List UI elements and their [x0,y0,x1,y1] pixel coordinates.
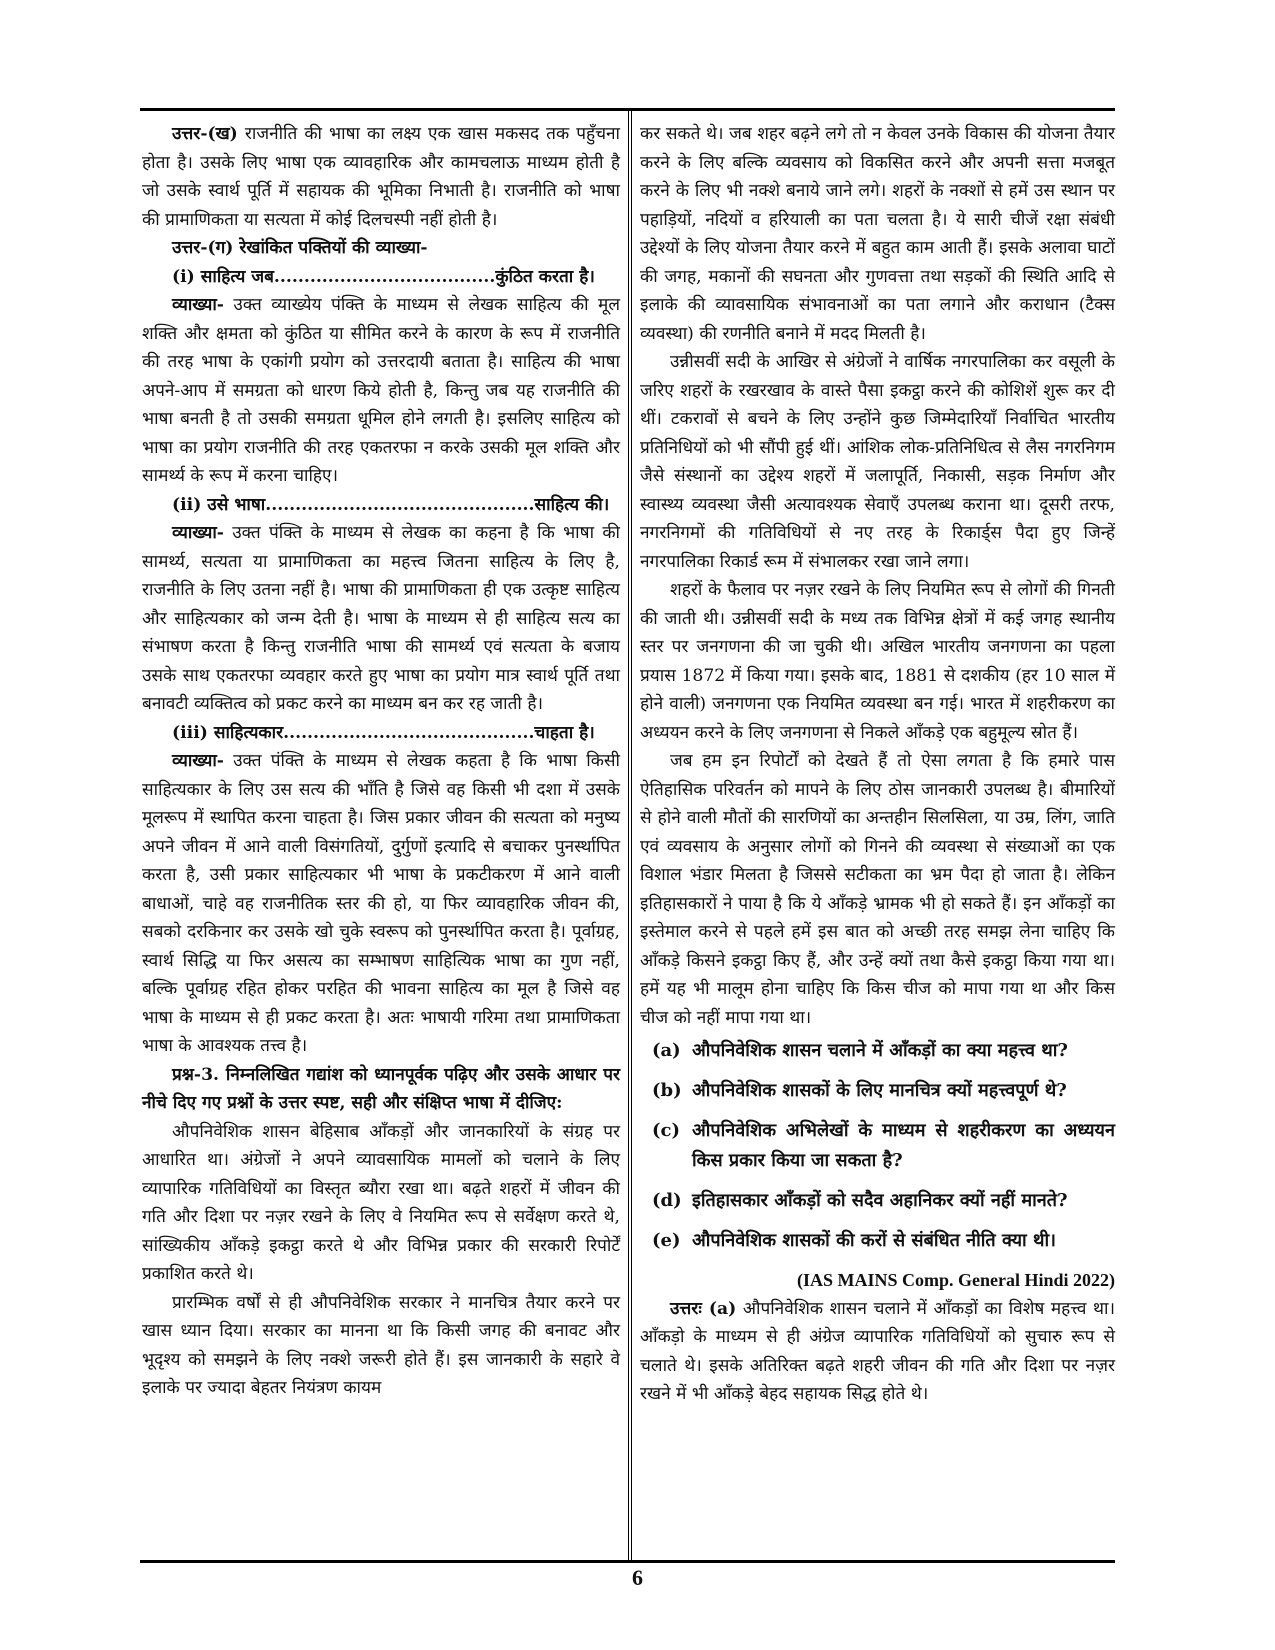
question-b: (b) औपनिवेशिक शासकों के लिए मानचित्र क्यों महत्त्वपूर्ण थे? [652,1080,1067,1101]
explanation-1: व्याख्या- उक्त व्याख्येय पंक्ति के माध्यम से लेखक साहित्य की मूल शक्ति और क्षमता को कुंठित या सीमित करने के कारण के रूप में राजनीति की तरह भाषा के एकांगी प्रयोग को उत्तरदायी बताता है। साहित्य की भाषा अपने-आप में समग्रता को धारण किये होती है, किन्तु जब यह राजनीति की भाषा बनती है तो उसकी समग्रता धूमिल होने लगती है। इसलिए साहित्य को भाषा का प्रयोग राजनीति की तरह एकतरफा न करके उसकी मूल शक्ति और सामर्थ्य के रूप में करना चाहिए। [142,295,620,486]
explanation-2: व्याख्या- उक्त पंक्ति के माध्यम से लेखक का कहना है कि भाषा की सामर्थ्य, सत्यता या प्रामाणिकता का महत्त्व जितना साहित्य के लिए है, राजनीति के लिए उतना नहीं है। भाषा की प्रामाणिकता ही एक उत्कृष्ट साहित्य और साहित्यकार को जन्म देती है। भाषा के माध्यम से ही साहित्य सत्य का संभाषण करता है किन्तु राजनीति भाषा की सामर्थ्य एवं सत्यता के बजाय उसके साथ एकतरफा व्यवहार करते हुए भाषा का प्रयोग मात्र स्वार्थ पूर्ति तथा बनावटी व्यक्तित्व को प्रकट करने का माध्यम बन कर रह जाती है। [142,523,620,714]
question-3: प्रश्न-3. निम्नलिखित गद्यांश को ध्यानपूर्वक पढ़िए और उसके आधार पर नीचे दिए गए प्रश्नों के उत्तर स्पष्ट, सही और संक्षिप्त भाषा में दीजिए: [142,1064,620,1113]
underlined-line-3: (iii) साहित्यकार..........................................चाहता है। [172,722,595,743]
question-c: (c) औपनिवेशिक अभिलेखों के माध्यम से शहरीकरण का अध्ययन किस प्रकार किया जा सकता है? [652,1120,1115,1171]
question-d: (d) इतिहासकार आँकड़ों को सदैव अहानिकर क्यों नहीं मानते? [652,1190,1068,1211]
answer-b: उत्तर-(ख) राजनीति की भाषा का लक्ष्य एक खास मकसद तक पहुँचना होता है। उसके लिए भाषा एक व्यावहारिक और कामचलाऊ माध्यम होती है जो उसके स्वार्थ पूर्ति में सहायक की भूमिका निभाती है। राजनीति को भाषा की प्रामाणिकता या सत्यता में कोई दिलचस्पी नहीं होती है। [142,124,620,230]
passage-paragraph-3: कर सकते थे। जब शहर बढ़ने लगे तो न केवल उनके विकास की योजना तैयार करने के लिए बल्कि व्यवसाय को विकसित करने और अपनी सत्ता मजबूत करने के लिए भी नक्शे बनाये जाने लगे। शहरों के नक्शों से हमें उस स्थान पर पहाड़ियों, नदियों व हरियाली का पता चलता है। ये सारी चीजें रक्षा संबंधी उद्देश्यों के लिए योजना तैयार करने में बहुत काम आती हैं। इसके अलावा घाटों की जगह, मकानों की सघनता और गुणवत्ता तथा सड़कों की स्थिति आदि से इलाके की व्यावसायिक संभावनाओं का पता लगाने और कराधान (टैक्स व्यवस्था) की रणनीति बनाने में मदद मिलती है। [640,124,1115,344]
sub-questions [640,1036,1115,1256]
left-column [142,120,620,1403]
column-divider [628,111,632,1560]
question-e: (e) औपनिवेशिक शासकों की करों से संबंधित नीति क्या थी। [652,1230,1056,1251]
right-column [640,120,1115,1409]
explanation-3: व्याख्या- उक्त पंक्ति के माध्यम से लेखक कहता है कि भाषा किसी साहित्यकार के लिए उस सत्य की भाँति है जिसे वह किसी भी दशा में उसके मूलरूप में स्थापित करना चाहता है। जिस प्रकार जीवन की सत्यता को मनुष्य अपने जीवन में आने वाली विसंगतियों, दुर्गुणों इत्यादि से बचाकर पुनर्स्थापित करता है, उसी प्रकार साहित्यकार भी भाषा के प्रकटीकरण में आने वाली बाधाओं, चाहे वह राजनीतिक स्तर की हो, या फिर व्यावहारिक जीवन की, सबको दरकिनार कर उसके खो चुके स्वरूप को पुनर्स्थापित करता है। पूर्वाग्रह, स्वार्थ सिद्धि या फिर असत्य का सम्भाषण साहित्यिक भाषा का गुण नहीं, बल्कि पूर्वाग्रह रहित होकर परहित की भावना साहित्य का मूल है जिसे वह भाषा के माध्यम से ही प्रकट करता है। अतः भाषायी गरिमा तथा प्रामाणिकता भाषा के आवश्यक तत्त्व है। [142,751,620,1056]
passage-paragraph-1: औपनिवेशिक शासन बेहिसाब आँकड़ों और जानकारियों के संग्रह पर आधारित था। अंग्रेजों ने अपने व्यावसायिक मामलों को चलाने के लिए व्यापारिक गतिविधियों का विस्तृत ब्यौरा रखा था। बढ़ते शहरों में जीवन की गति और दिशा पर नज़र रखने के लिए वे नियमित रूप से सर्वेक्षण करते थे, सांख्यिकीय आँकड़े इकट्ठा करते थे और विभिन्न प्रकार की सरकारी रिपोर्टें प्रकाशित करते थे। [142,1121,620,1284]
passage-paragraph-6: जब हम इन रिपोर्टों को देखते हैं तो ऐसा लगता है कि हमारे पास ऐतिहासिक परिवर्तन को मापने के लिए ठोस जानकारी उपलब्ध है। बीमारियों से होने वाली मौतों की सारणियों का अन्तहीन सिलसिला, या उम्र, लिंग, जाति एवं व्यवसाय के अनुसार लोगों को गिनने की व्यवस्था से संख्याओं का एक विशाल भंडार मिलता है जिससे सटीकता का भ्रम पैदा हो जाता है। लेकिन इतिहासकारों ने पाया है कि ये आँकड़े भ्रामक भी हो सकते हैं। इन आँकड़ों का इस्तेमाल करने से पहले हमें इस बात को अच्छी तरह समझ लेना चाहिए कि आँकड़े किसने इकट्ठा किए हैं, और उन्हें क्यों तथा कैसे इकट्ठा किया गया था। हमें यह भी मालूम होना चाहिए कि किस चीज को मापा गया था और किस चीज को नहीं मापा गया था। [640,751,1115,1028]
passage-paragraph-2: प्रारम्भिक वर्षों से ही औपनिवेशिक सरकार ने मानचित्र तैयार करने पर खास ध्यान दिया। सरकार का मानना था कि किसी जगह की बनावट और भूदृश्य को समझने के लिए नक्शे जरूरी होते हैं। इस जानकारी के सहारे वे इलाके पर ज्यादा बेहतर नियंत्रण कायम [142,1292,620,1398]
source-citation: (IAS MAINS Comp. General Hindi 2022) [796,1270,1115,1290]
answer-a: उत्तरः (a) औपनिवेशिक शासन चलाने में आँकड़ों का विशेष महत्त्व था। आँकड़ो के माध्यम से ही अंग्रेज व्यापारिक गतिविधियों को सुचारु रूप से चलाते थे। इसके अतिरिक्त बढ़ते शहरी जीवन की गति और दिशा पर नज़र रखने में भी आँकड़े बेहद सहायक सिद्ध होते थे। [640,1298,1115,1404]
passage-paragraph-4: उन्नीसवीं सदी के आखिर से अंग्रेजों ने वार्षिक नगरपालिका कर वसूली के जरिए शहरों के रखरखाव के वास्ते पैसा इकट्ठा करने की कोशिशें शुरू कर दी थीं। टकरावों से बचने के लिए उन्होंने कुछ जिम्मेदारियाँ निर्वाचित भारतीय प्रतिनिधियों को भी सौंपी हुई थीं। आंशिक लोक-प्रतिनिधित्व से लैस नगरनिगम जैसे संस्थानों का उद्देश्य शहरों में जलापूर्ति, निकासी, सड़क निर्माण और स्वास्थ्य व्यवस्था जैसी अत्यावश्यक सेवाएँ उपलब्ध कराना था। दूसरी तरफ, नगरनिगमों की गतिविधियों से नए तरह के रिकार्ड्स पैदा हुए जिन्हें नगरपालिका रिकार्ड रूम में संभालकर रखा जाने लगा। [640,352,1115,572]
question-a: (a) औपनिवेशिक शासन चलाने में आँकड़ों का क्या महत्त्व था? [652,1040,1068,1061]
passage-paragraph-5: शहरों के फैलाव पर नज़र रखने के लिए नियमित रूप से लोगों की गिनती की जाती थी। उन्नीसवीं सदी के मध्य तक विभिन्न क्षेत्रों में कई जगह स्थानीय स्तर पर जनगणना की जा चुकी थी। अखिल भारतीय जनगणना का पहला प्रयास 1872 में किया गया। इसके बाद, 1881 से दशकीय (हर 10 साल में होने वाली) जनगणना एक नियमित व्यवस्था बन गई। भारत में शहरीकरण का अध्ययन करने के लिए जनगणना से निकले आँकड़े एक बहुमूल्य स्रोत हैं। [640,580,1115,743]
underlined-line-1: (i) साहित्य जब.....................................कुंठित करता है। [172,266,595,287]
page-number: 6 [632,1565,643,1590]
bottom-rule [140,1560,1115,1563]
answer-c-heading: उत्तर-(ग) रेखांकित पक्तियों की व्याख्या- [172,238,428,258]
underlined-line-2: (ii) उसे भाषा.............................................साहित्य की। [172,494,610,515]
